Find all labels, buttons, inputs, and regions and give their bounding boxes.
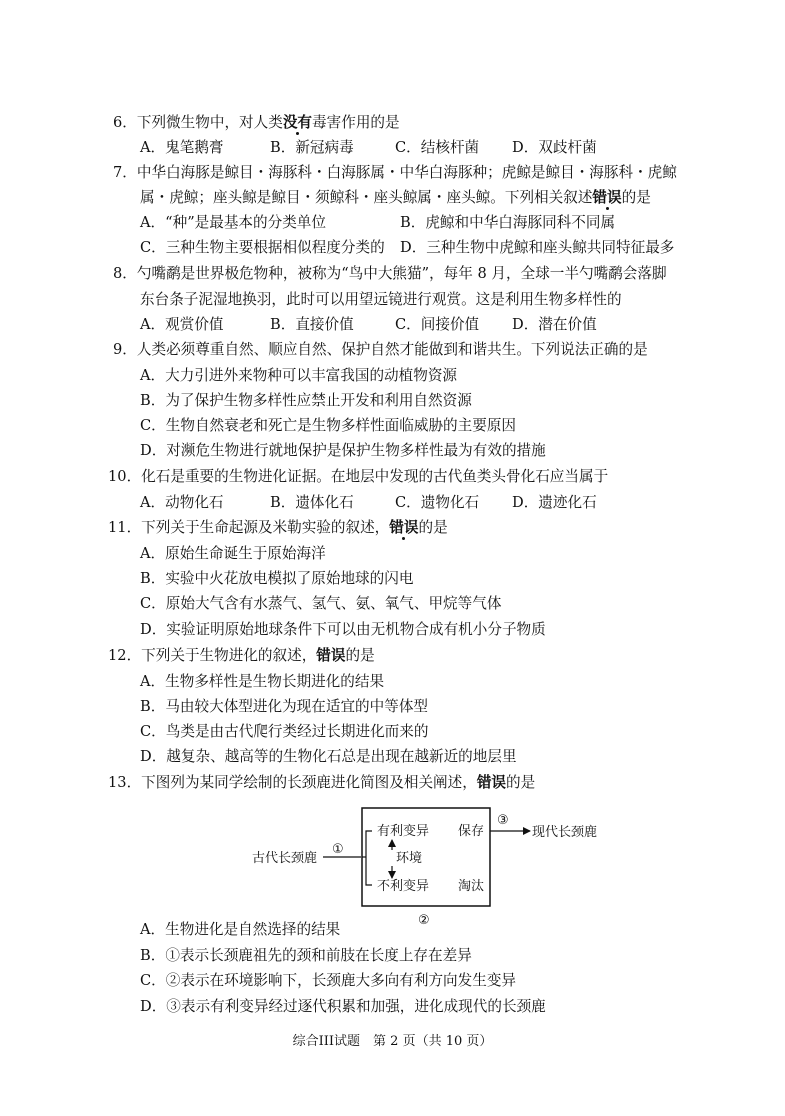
question-13-stem xyxy=(108,773,535,793)
q13-option-d: D．③表示有利变异经过逐代积累和加强，进化成现代的长颈鹿 xyxy=(140,998,546,1015)
q13-option-b: B．①表示长颈鹿祖先的颈和前肢在长度上存在差异 xyxy=(140,947,472,964)
q9-option-c: C．生物自然衰老和死亡是生物多样性面临威胁的主要原因 xyxy=(140,417,517,434)
q10-option-d: D．遗迹化石 xyxy=(512,494,597,511)
q7-stem-emphasis: 错误 xyxy=(592,189,622,206)
q10-option-a: A．动物化石 xyxy=(140,494,224,511)
q8-option-a: A．观赏价值 xyxy=(140,316,224,333)
marker-1: ① xyxy=(332,842,344,857)
q7-option-c: C．三种生物主要根据相似程度分类的 xyxy=(140,239,385,256)
q6-option-d: D．双歧杆菌 xyxy=(512,139,597,156)
q6-option-b: B．新冠病毒 xyxy=(270,139,354,156)
question-8-stem-line1: 8．勺嘴鹬是世界极危物种，被称为“鸟中大熊猫”，每年 8 月，全球一半勺嘴鹬会落脚 xyxy=(113,265,667,282)
q10-option-b: B．遗体化石 xyxy=(270,494,354,511)
q13-stem-prefix: 13．下图列为某同学绘制的长颈鹿进化简图及相关阐述， xyxy=(108,774,477,791)
question-8-stem-line2: 东台条子泥湿地换羽，此时可以用望远镜进行观赏。这是利用生物多样性的 xyxy=(140,291,622,308)
q6-stem-suffix: 毒害作用的是 xyxy=(312,114,400,131)
q6-stem-prefix: 6．下列微生物中，对人类 xyxy=(113,114,283,131)
q12-option-c: C．鸟类是由古代爬行类经过长期进化而来的 xyxy=(140,723,429,740)
q11-option-d: D．实验证明原始地球条件下可以由无机物合成有机小分子物质 xyxy=(140,621,546,638)
q7-stem-suffix: 的是 xyxy=(621,189,651,206)
q9-option-b: B．为了保护生物多样性应禁止开发和利用自然资源 xyxy=(140,392,472,409)
question-7-stem-line2 xyxy=(140,188,651,208)
modern-giraffe-label: 现代长颈鹿 xyxy=(532,825,598,840)
variation-bracket xyxy=(366,831,372,885)
q12-stem-suffix: 的是 xyxy=(345,647,375,664)
q9-option-a: A．大力引进外来物种可以丰富我国的动植物资源 xyxy=(140,367,458,384)
q7-option-b: B．虎鲸和中华白海豚同科不同属 xyxy=(400,214,616,231)
q7-option-d: D．三种生物中虎鲸和座头鲸共同特征最多 xyxy=(400,239,675,256)
q10-option-c: C．遗物化石 xyxy=(395,494,480,511)
q9-option-d: D．对濒危生物进行就地保护是保护生物多样性最为有效的措施 xyxy=(140,442,546,459)
q11-option-b: B．实验中火花放电模拟了原始地球的闪电 xyxy=(140,570,414,587)
ancestor-label: 古代长颈鹿 xyxy=(252,851,318,866)
q11-stem-suffix: 的是 xyxy=(418,519,448,536)
favorable-variation-label: 有利变异 xyxy=(377,824,430,839)
q13-stem-suffix: 的是 xyxy=(506,774,536,791)
marker-3: ③ xyxy=(497,813,509,828)
question-9-stem: 9．人类必须尊重自然、顺应自然、保护自然才能做到和谐共生。下列说法正确的是 xyxy=(113,341,648,358)
q6-option-a: A．鬼笔鹅膏 xyxy=(140,139,224,156)
question-11-stem xyxy=(108,518,448,538)
q8-option-d: D．潜在价值 xyxy=(512,316,597,333)
q13-option-c: C．②表示在环境影响下，长颈鹿大多向有利方向发生变异 xyxy=(140,972,517,989)
giraffe-evolution-diagram xyxy=(240,800,640,930)
q12-stem-emphasis: 错误 xyxy=(316,647,346,664)
q11-option-c: C．原始大气含有水蒸气、氢气、氨、氧气、甲烷等气体 xyxy=(140,595,502,612)
page-footer: 综合III试题 第 2 页（共 10 页） xyxy=(292,1034,493,1049)
unfavorable-variation-label: 不利变异 xyxy=(377,879,430,894)
question-12-stem xyxy=(108,646,375,666)
environment-label: 环境 xyxy=(396,851,423,866)
question-10-stem: 10．化石是重要的生物进化证据。在地层中发现的古代鱼类头骨化石应当属于 xyxy=(108,468,609,485)
marker-2: ② xyxy=(418,913,430,928)
question-6-stem xyxy=(113,113,400,133)
q6-option-c: C．结核杆菌 xyxy=(395,139,480,156)
q11-stem-emphasis: 错误 xyxy=(389,519,419,536)
q8-option-c: C．间接价值 xyxy=(395,316,480,333)
q12-option-b: B．马由较大体型进化为现在适宜的中等体型 xyxy=(140,698,429,715)
preserve-label: 保存 xyxy=(458,824,485,839)
q12-stem-prefix: 12．下列关于生物进化的叙述， xyxy=(108,647,317,664)
q7-stem-prefix: 属・虎鲸；座头鲸是鲸目・须鲸科・座头鲸属・座头鲸。下列相关叙述 xyxy=(140,189,593,206)
q8-option-b: B．直接价值 xyxy=(270,316,354,333)
q11-option-a: A．原始生命诞生于原始海洋 xyxy=(140,545,326,562)
q12-option-d: D．越复杂、越高等的生物化石总是出现在越新近的地层里 xyxy=(140,748,517,765)
q11-stem-prefix: 11．下列关于生命起源及米勒实验的叙述， xyxy=(108,519,390,536)
q13-stem-emphasis: 错误 xyxy=(476,774,507,791)
q7-option-a: A．“种”是最基本的分类单位 xyxy=(140,214,326,231)
eliminate-label: 淘汰 xyxy=(458,879,485,894)
question-7-stem-line1: 7．中华白海豚是鲸目・海豚科・白海豚属・中华白海豚种；虎鲸是鲸目・海豚科・虎鲸 xyxy=(113,164,677,181)
q12-option-a: A．生物多样性是生物长期进化的结果 xyxy=(140,673,385,690)
q13-option-a: A．生物进化是自然选择的结果 xyxy=(140,921,341,938)
q6-stem-emphasis: 没有 xyxy=(282,114,313,131)
